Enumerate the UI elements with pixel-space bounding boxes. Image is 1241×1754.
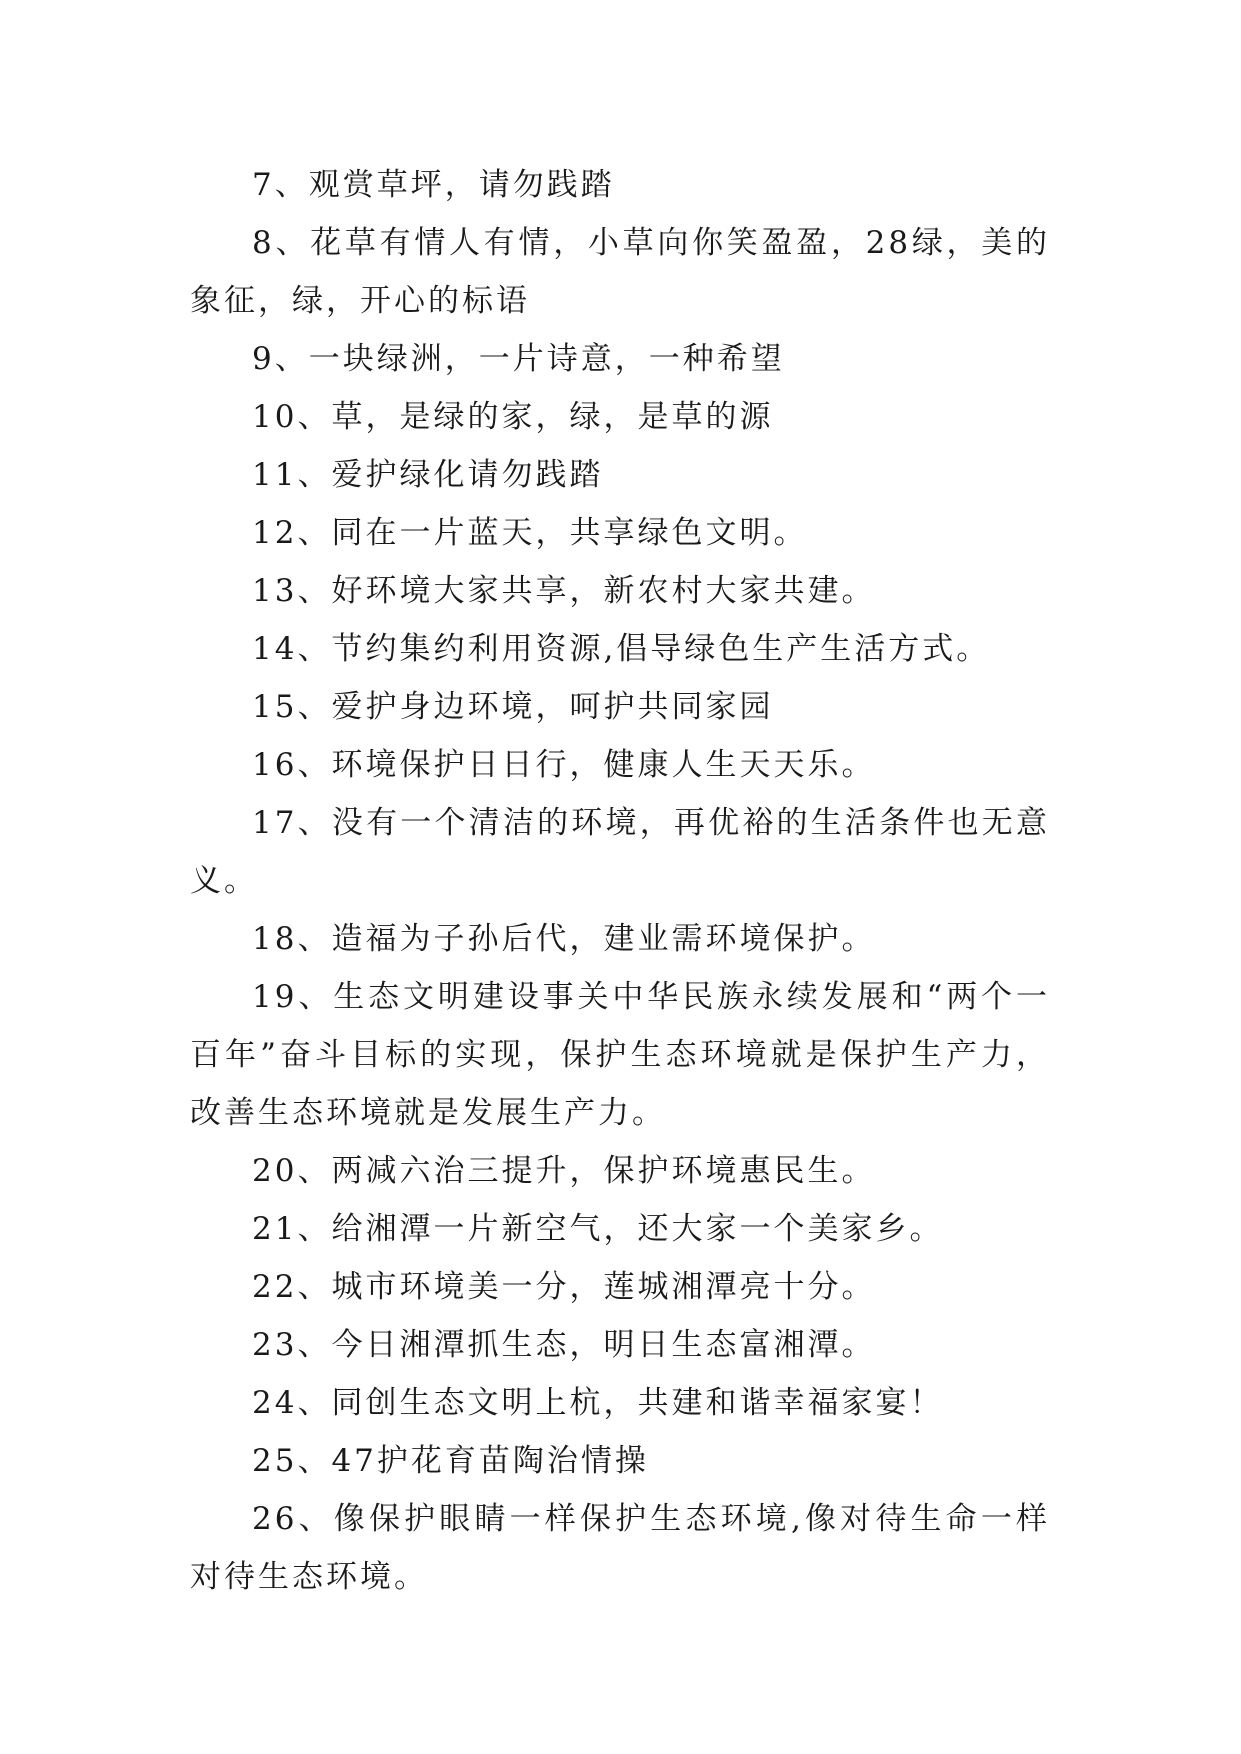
paragraph-21: 21、给湘潭一片新空气，还大家一个美家乡。	[252, 1211, 944, 1247]
paragraph-25: 25、47护花育苗陶治情操	[252, 1443, 649, 1479]
paragraph-19: 19、生态文明建设事关中华民族永续发展和“两个一百年”奋斗目标的实现，保护生态环境就是保护生产力，改善生态环境就是发展生产力。	[190, 979, 1050, 1131]
paragraph-9: 9、一块绿洲，一片诗意，一种希望	[252, 341, 785, 377]
paragraph-12: 12、同在一片蓝天，共享绿色文明。	[252, 515, 808, 551]
paragraph-11: 11、爱护绿化请勿践踏	[252, 457, 604, 493]
paragraph-8: 8、花草有情人有情，小草向你笑盈盈，28绿，美的象征，绿，开心的标语	[190, 225, 1050, 319]
paragraph-14: 14、节约集约利用资源,倡导绿色生产生活方式。	[252, 631, 991, 667]
document-body	[190, 156, 1050, 1606]
paragraph-15: 15、爱护身边环境，呵护共同家园	[252, 689, 774, 725]
paragraph-7: 7、观赏草坪，请勿践踏	[252, 167, 615, 203]
paragraph-18: 18、造福为子孙后代，建业需环境保护。	[252, 921, 876, 957]
paragraph-23: 23、今日湘潭抓生态，明日生态富湘潭。	[252, 1327, 876, 1363]
paragraph-24: 24、同创生态文明上杭，共建和谐幸福家宴！	[252, 1385, 944, 1421]
paragraph-13: 13、好环境大家共享，新农村大家共建。	[252, 573, 876, 609]
paragraph-20: 20、两减六治三提升，保护环境惠民生。	[252, 1153, 876, 1189]
paragraph-10: 10、草，是绿的家，绿，是草的源	[252, 399, 774, 435]
paragraph-22: 22、城市环境美一分，莲城湘潭亮十分。	[252, 1269, 876, 1305]
paragraph-17: 17、没有一个清洁的环境，再优裕的生活条件也无意义。	[190, 805, 1050, 899]
paragraph-16: 16、环境保护日日行，健康人生天天乐。	[252, 747, 876, 783]
paragraph-26: 26、像保护眼睛一样保护生态环境,像对待生命一样对待生态环境。	[190, 1501, 1050, 1595]
